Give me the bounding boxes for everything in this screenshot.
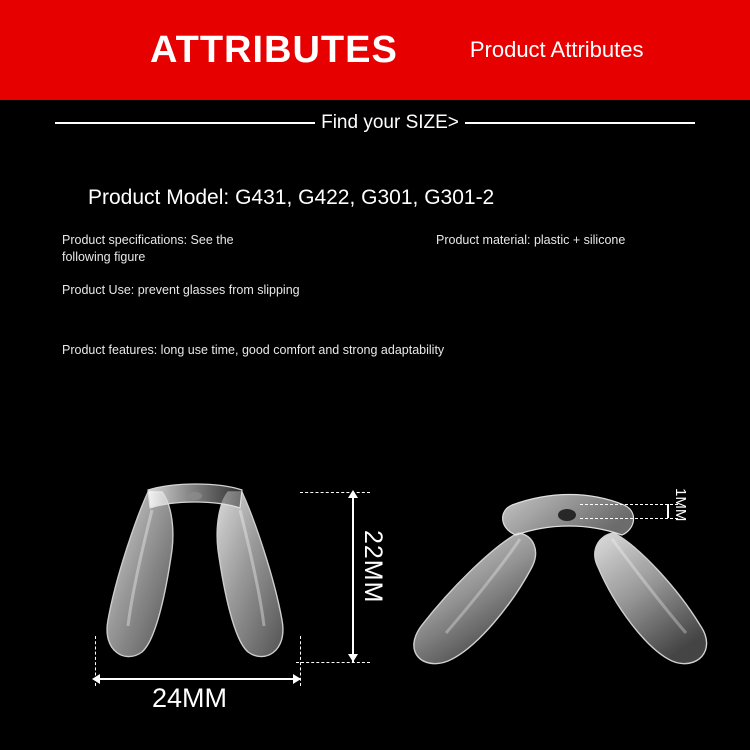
height-guide-bottom: [296, 662, 370, 663]
product-model: Product Model: G431, G422, G301, G301-2: [88, 186, 495, 209]
spec-specifications: Product specifications: See the following figure: [62, 233, 234, 264]
divider-rule-left: [55, 122, 315, 124]
height-dimension-line: [352, 492, 354, 662]
spec-material: Product material: plastic + silicone: [436, 233, 626, 247]
page-title: ATTRIBUTES: [150, 29, 398, 71]
height-arrow-top-icon: [348, 490, 358, 498]
header-banner: [0, 0, 750, 100]
width-dimension-label: 24MM: [152, 683, 228, 713]
height-dimension-label: 22MM: [359, 530, 387, 604]
width-arrow-left-icon: [92, 674, 100, 684]
product-image-area: [0, 440, 750, 750]
specifications-block: [0, 150, 750, 357]
width-arrow-right-icon: [293, 674, 301, 684]
thickness-dimension-line: [667, 504, 669, 518]
height-guide-top: [300, 492, 370, 493]
find-size-label: Find your SIZE>: [321, 112, 459, 133]
spec-grid: [0, 232, 750, 357]
nose-pad-front-image: [90, 480, 320, 670]
width-dimension-line: [95, 678, 301, 680]
thickness-dimension-label: 1MM: [672, 488, 689, 522]
spec-features: Product features: long use time, good comfort and strong adaptability: [62, 343, 445, 357]
height-arrow-bottom-icon: [348, 654, 358, 662]
find-size-divider: [0, 100, 750, 146]
header-subtitle: Product Attributes: [469, 37, 644, 62]
thickness-guide-bottom: [580, 518, 678, 519]
thickness-guide-top: [580, 504, 678, 505]
divider-rule-right: [465, 122, 695, 124]
spec-use: Product Use: prevent glasses from slipping: [62, 283, 300, 297]
